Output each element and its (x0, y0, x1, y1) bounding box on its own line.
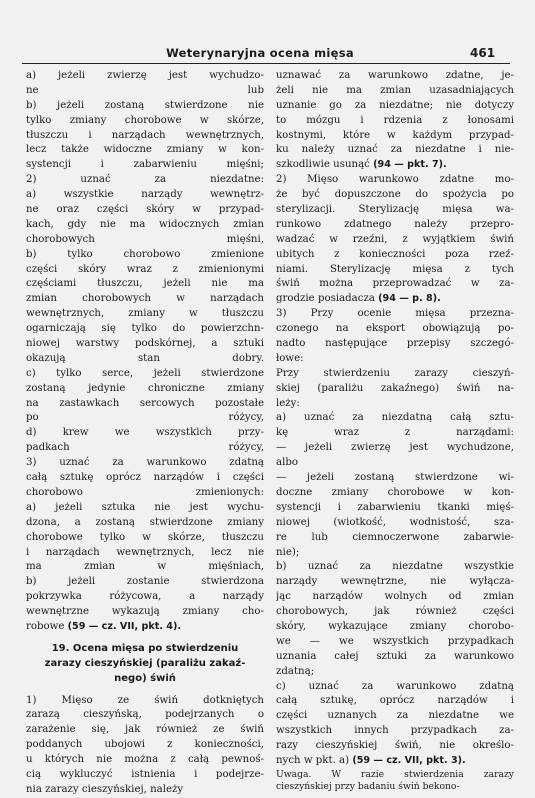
text-line (276, 781, 514, 794)
text-line (26, 672, 264, 687)
line-text: ma zmian w mięśniach, (26, 561, 264, 573)
text-line (26, 277, 264, 292)
line-text: niami. Sterylizację mięsa z tych (276, 263, 514, 275)
text-line (276, 739, 514, 754)
text-block (26, 694, 264, 798)
text-line (26, 590, 264, 605)
line-text: 19. Ocena mięsa po stwierdzeniu (51, 642, 239, 654)
line-text: po różycy, (26, 412, 264, 424)
page-number: 461 (470, 46, 496, 60)
text-line (26, 203, 264, 218)
line-text: zarazy cieszyńskiej (paraliżu zakaź- (44, 657, 246, 669)
text-line (26, 708, 264, 723)
text-line (26, 560, 264, 575)
line-text: cieszyńskiej przy badaniu świń bekono- (276, 781, 460, 793)
right-column (276, 69, 514, 794)
text-block (26, 642, 264, 687)
section-heading (26, 642, 264, 687)
line-text: 1) Mięso ze świń dotkniętych (26, 694, 264, 706)
text-line (276, 665, 514, 680)
text-line (26, 501, 264, 516)
line-text: uznanie go za niezdatne; nie dotyczy (276, 99, 514, 111)
line-text: że być dopuszczone do spożycia po (276, 189, 514, 201)
line-text: we — we wszystkich przypadkach (276, 635, 514, 647)
text-line (276, 307, 514, 322)
text-line (26, 694, 264, 709)
legal-reference: (59 — cz. VII, pkt. 3). (352, 754, 466, 766)
line-text: a) uznać za niezdatną całą sztu- (276, 412, 514, 424)
text-line (276, 203, 514, 218)
line-text: runkowo zdatnego należy przepro- (276, 218, 514, 230)
text-line (276, 709, 514, 724)
line-text: szkodliwie usunąć (276, 159, 370, 171)
text-line (26, 738, 264, 753)
text-line (276, 114, 514, 129)
text-line (26, 642, 264, 657)
text-line (26, 382, 264, 397)
line-text: nego) świń (114, 672, 176, 684)
text-line (276, 218, 514, 233)
line-text: uznania całej sztuki za warunkowo (276, 650, 514, 662)
text-line (26, 753, 264, 768)
text-line (26, 516, 264, 531)
line-text: i narządach wewnętrznych, lecz nie (26, 546, 264, 558)
text-line (26, 657, 264, 672)
text-line (276, 188, 514, 203)
line-text: 2) uznać za niezdatne: (26, 174, 264, 186)
line-text: wewnętrzne wykazują zmiany cho- (26, 606, 264, 618)
text-line (26, 531, 264, 546)
text-line (26, 411, 264, 426)
text-line (276, 292, 514, 307)
text-line (276, 769, 514, 782)
line-text: doczne zmiany chorobowe w kon- (276, 486, 514, 498)
text-line (26, 307, 264, 322)
text-line (276, 441, 514, 456)
line-text: ogarniczają się tylko do powierzchn- (26, 323, 264, 335)
line-text: zostaną jedynie chroniczne zmiany (26, 382, 264, 394)
line-text: poddanych ubojowi z konieczności, (26, 739, 264, 751)
header-rule (22, 63, 510, 64)
text-line (26, 337, 264, 352)
text-line (276, 248, 514, 263)
text-line (276, 650, 514, 665)
line-text: c) tylko serce, jeżeli stwierdzone (26, 367, 264, 379)
text-line (276, 263, 514, 278)
legal-reference: (94 — p. 8). (378, 293, 441, 305)
text-line (26, 620, 264, 635)
text-line (276, 411, 514, 426)
line-text: wadzać w rzeźni, z wyjątkiem świń (276, 233, 514, 245)
text-line (26, 263, 264, 278)
text-block (276, 307, 514, 769)
text-line (26, 426, 264, 441)
text-line (26, 575, 264, 590)
line-text: padkach różycy, (26, 442, 264, 454)
line-text: b) uznać za niezdatne wszystkie (276, 561, 514, 573)
line-text: tylko zmiany chorobowe w skórze, (26, 114, 264, 126)
line-text: wewnętrznych, zmiany w tłuszczu (26, 308, 264, 320)
text-line (276, 143, 514, 158)
footnote (276, 769, 514, 794)
text-line (276, 501, 514, 516)
line-text: a) jeżeli zwierzę jest wychudzo- (26, 70, 264, 81)
text-line (26, 173, 264, 188)
line-text: 2) Mięso warunkowo zdatne mo- (276, 174, 514, 186)
line-text: na zastawkach sercowych pozostałe (26, 397, 264, 409)
line-text: ne lub (26, 84, 264, 96)
text-line (26, 292, 264, 307)
text-line (276, 590, 514, 605)
text-line (276, 99, 514, 114)
line-text: łowe: (276, 352, 304, 364)
line-text: robowe (26, 620, 65, 632)
line-text: jąc narządów wolnych od zmian (276, 591, 514, 603)
line-text: to mózgu i rdzenia z łonosami (276, 114, 514, 126)
text-line (26, 114, 264, 129)
line-text: nia zarazy cieszyńskiej, należy (26, 783, 184, 795)
text-line (276, 367, 514, 382)
running-title: Weterynaryjna ocena mięsa (166, 46, 354, 60)
text-line (276, 560, 514, 575)
line-text: cią wykluczyć istnienia i podejrze- (26, 768, 264, 780)
text-block (276, 69, 514, 173)
text-line (26, 158, 264, 173)
text-line (276, 546, 514, 561)
line-text: leży: (276, 397, 300, 409)
legal-reference: (59 — cz. VII, pkt. 4). (67, 620, 182, 632)
line-text: całą sztukę, oprócz narządów i (276, 695, 514, 707)
text-line (276, 471, 514, 486)
line-text: części uznanych za niezdatne we (276, 710, 514, 722)
line-text: a) jeżeli sztuka nie jest wychu- (26, 501, 264, 513)
text-line (276, 754, 514, 769)
text-line (26, 69, 264, 84)
text-line (276, 724, 514, 739)
line-text: b) jeżeli zostanie stwierdzona (26, 576, 264, 588)
line-text: nych w pkt. a) (276, 754, 350, 766)
line-text: żeli nie ma zmian uzasadniających (276, 84, 514, 96)
line-text: ne oraz części skóry w przypad- (26, 204, 264, 216)
line-text: wszystkich innych przypadkach za- (276, 725, 514, 737)
text-line (26, 129, 264, 144)
paragraph-gap (26, 687, 264, 694)
text-line (276, 397, 514, 412)
text-line (26, 367, 264, 382)
line-text: — jeżeli zwierzę jest wychudzone, (276, 442, 514, 454)
line-text: skiej (paraliżu zakaźnego) świń na- (276, 382, 514, 394)
line-text: chorobowo zmienionych: (26, 486, 264, 498)
text-line (26, 84, 264, 99)
text-line (276, 173, 514, 188)
line-text: nie); (276, 546, 300, 558)
line-text: 3) uznać za warunkowo zdatną (26, 457, 264, 469)
line-text: narządy wewnętrzne, nie wyłącza- (276, 576, 514, 588)
text-line (26, 233, 264, 248)
line-text: chorobowych, jak również części (276, 606, 514, 618)
text-line (26, 768, 264, 783)
line-text: dzona, a zostaną stwierdzone zmiany (26, 516, 264, 528)
line-text: czonego na eksport obowiązują po- (276, 323, 514, 335)
line-text: Uwaga. W razie stwierdzenia zarazy (276, 768, 514, 780)
text-line (26, 486, 264, 501)
line-text: pokrzywka różycowa, a narządy (26, 591, 264, 603)
paragraph-gap (26, 635, 264, 642)
line-text: b) jeżeli zostaną stwierdzone nie (26, 99, 264, 111)
line-text: nadto następujące przepisy szczegó- (276, 338, 514, 350)
text-line (276, 158, 514, 173)
text-line (276, 694, 514, 709)
line-text: systencji i zabarwieniu tkanki mięś- (276, 501, 514, 513)
line-text: kach, gdy nie ma widocznych zmian (26, 218, 264, 230)
line-text: chorobowe tylko w skórze, tłuszczu (26, 531, 264, 543)
legal-reference: (94 — pkt. 7). (373, 159, 447, 171)
text-line (26, 456, 264, 471)
text-line (26, 546, 264, 561)
text-line (276, 277, 514, 292)
line-text: skóry, wykazujące zmiany chorobo- (276, 620, 514, 632)
text-line (276, 352, 514, 367)
text-line (276, 605, 514, 620)
text-line (276, 129, 514, 144)
line-text: d) krew we wszystkich przy- (26, 427, 264, 439)
line-text: c) uznać za warunkowo zdatną (276, 680, 514, 692)
text-line (276, 233, 514, 248)
line-text: tłuszczu i narządach wewnętrznych, (26, 129, 264, 141)
line-text: re lub ciemnoczerwone zabarwie- (276, 531, 514, 543)
line-text: częściami tłuszczu, jeżeli nie ma (26, 278, 264, 290)
line-text: grodzie posiadacza (276, 293, 375, 305)
line-text: uznawać za warunkowo zdatne, je- (276, 70, 514, 81)
line-text: a) wszystkie narządy wewnętrz- (26, 189, 264, 201)
text-line (276, 680, 514, 695)
text-line (276, 531, 514, 546)
text-line (276, 635, 514, 650)
text-line (26, 99, 264, 114)
line-text: sterylizacji. Sterylizację mięsa wa- (276, 204, 514, 216)
line-text: 3) Przy ocenie mięsa przezna- (276, 308, 514, 320)
text-line (276, 575, 514, 590)
line-text: Przy stwierdzeniu zarazy cieszyń- (276, 367, 514, 379)
line-text: kostnymi, które w każdym przypad- (276, 129, 514, 141)
text-line (26, 783, 264, 798)
line-text: albo (276, 457, 298, 469)
text-line (276, 382, 514, 397)
text-line (276, 620, 514, 635)
line-text: zdatną; (276, 665, 315, 677)
left-column (26, 69, 264, 798)
text-line (26, 723, 264, 738)
line-text: lecz także widoczne zmiany w kon- (26, 144, 264, 156)
text-block (26, 69, 264, 635)
line-text: b) tylko chorobowo zmienione (26, 248, 264, 260)
text-line (26, 441, 264, 456)
text-line (276, 322, 514, 337)
text-line (276, 337, 514, 352)
text-line (276, 456, 514, 471)
line-text: zarazą cieszyńską, podejrzanych o (26, 709, 264, 721)
text-line (26, 352, 264, 367)
text-line (26, 218, 264, 233)
line-text: ubitych z konieczności poza rzeź- (276, 248, 514, 260)
text-line (276, 426, 514, 441)
text-line (26, 397, 264, 412)
line-text: kę wraz z narządami: (276, 427, 514, 439)
text-line (26, 322, 264, 337)
line-text: okazują stan dobry. (26, 352, 264, 364)
text-line (26, 605, 264, 620)
line-text: — jeżeli zostaną stwierdzone wi- (276, 472, 514, 484)
text-line (276, 84, 514, 99)
line-text: systencji i zabarwieniu mięśni; (26, 159, 264, 171)
line-text: u których nie można z całą pewnoś- (26, 754, 264, 766)
text-line (276, 516, 514, 531)
line-text: części skóry wraz z zmienionymi (26, 263, 264, 275)
line-text: niowej (wiotkość, wodnistość, sza- (276, 516, 514, 528)
text-block (276, 769, 514, 794)
line-text: świń można przeprowadzać w za- (276, 278, 514, 290)
text-line (26, 143, 264, 158)
line-text: ku należy uznać za niezdatne i nie- (276, 144, 514, 156)
line-text: zmian chorobowych w narządach (26, 293, 264, 305)
text-block (276, 173, 514, 307)
text-line (276, 69, 514, 84)
line-text: chorobowych mięśni, (26, 233, 264, 245)
line-text: razy cieszyńskiej świń, nie określo- (276, 740, 514, 752)
line-text: zarażenie się, jak również ze świń (26, 724, 264, 736)
line-text: całą sztukę oprócz narządów i części (26, 472, 264, 484)
text-line (26, 248, 264, 263)
text-line (26, 188, 264, 203)
line-text: niowej warstwy podskórnej, a sztuki (26, 338, 264, 350)
text-line (276, 486, 514, 501)
text-line (26, 471, 264, 486)
